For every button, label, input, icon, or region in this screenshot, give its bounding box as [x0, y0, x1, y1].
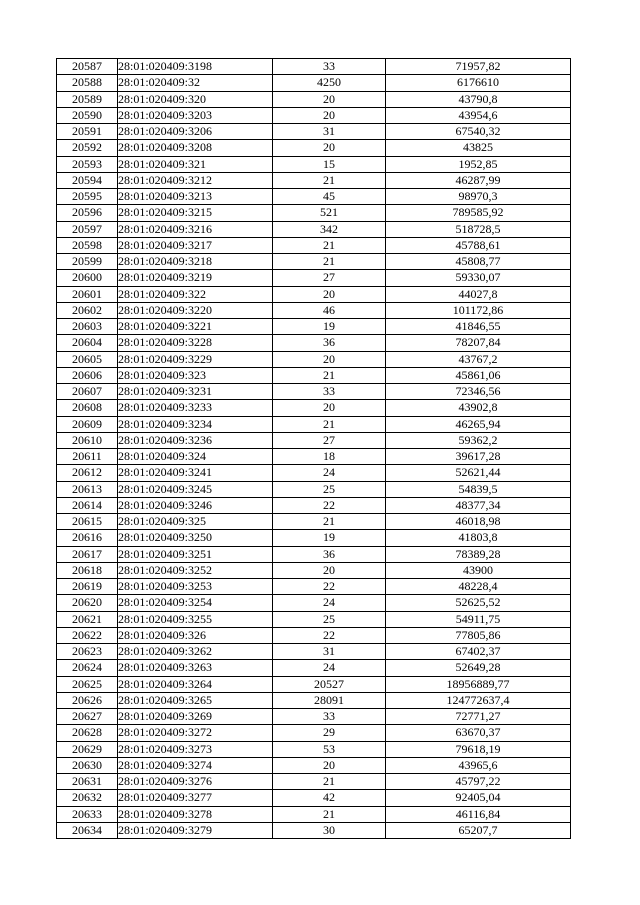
area-cell: 21: [273, 254, 386, 270]
table-row: [57, 335, 571, 351]
area-cell: 21: [273, 514, 386, 530]
table-row: [57, 432, 571, 448]
table-row: [57, 367, 571, 383]
cadastral-number-cell: 28:01:020409:3264: [118, 676, 273, 692]
table-row: [57, 514, 571, 530]
value-cell: 78207,84: [386, 335, 571, 351]
value-cell: 54911,75: [386, 611, 571, 627]
area-cell: 20: [273, 107, 386, 123]
value-cell: 79618,19: [386, 741, 571, 757]
area-cell: 521: [273, 205, 386, 221]
table-row: [57, 124, 571, 140]
row-number-cell: 20632: [57, 790, 118, 806]
area-cell: 46: [273, 302, 386, 318]
cadastral-number-cell: 28:01:020409:3221: [118, 319, 273, 335]
table-row: [57, 59, 571, 75]
table-row: [57, 822, 571, 838]
value-cell: 41803,8: [386, 530, 571, 546]
row-number-cell: 20623: [57, 644, 118, 660]
cadastral-number-cell: 28:01:020409:3255: [118, 611, 273, 627]
cadastral-number-cell: 28:01:020409:3272: [118, 725, 273, 741]
cadastral-number-cell: 28:01:020409:3251: [118, 546, 273, 562]
cadastral-number-cell: 28:01:020409:3269: [118, 709, 273, 725]
table-row: [57, 75, 571, 91]
value-cell: 48377,34: [386, 497, 571, 513]
value-cell: 67540,32: [386, 124, 571, 140]
row-number-cell: 20618: [57, 562, 118, 578]
value-cell: 59362,2: [386, 432, 571, 448]
area-cell: 20527: [273, 676, 386, 692]
area-cell: 4250: [273, 75, 386, 91]
table-row: [57, 237, 571, 253]
table-row: [57, 254, 571, 270]
cadastral-number-cell: 28:01:020409:3233: [118, 400, 273, 416]
value-cell: 67402,37: [386, 644, 571, 660]
table-row: [57, 725, 571, 741]
row-number-cell: 20602: [57, 302, 118, 318]
area-cell: 24: [273, 595, 386, 611]
area-cell: 342: [273, 221, 386, 237]
cadastral-number-cell: 28:01:020409:3218: [118, 254, 273, 270]
value-cell: 45861,06: [386, 367, 571, 383]
row-number-cell: 20619: [57, 579, 118, 595]
cadastral-number-cell: 28:01:020409:3206: [118, 124, 273, 140]
cadastral-number-cell: 28:01:020409:321: [118, 156, 273, 172]
registry-table: [56, 58, 571, 839]
table-row: [57, 449, 571, 465]
cadastral-number-cell: 28:01:020409:3215: [118, 205, 273, 221]
cadastral-number-cell: 28:01:020409:326: [118, 627, 273, 643]
area-cell: 20: [273, 286, 386, 302]
area-cell: 21: [273, 774, 386, 790]
area-cell: 36: [273, 546, 386, 562]
value-cell: 789585,92: [386, 205, 571, 221]
row-number-cell: 20615: [57, 514, 118, 530]
cadastral-number-cell: 28:01:020409:3241: [118, 465, 273, 481]
row-number-cell: 20627: [57, 709, 118, 725]
area-cell: 25: [273, 611, 386, 627]
table-row: [57, 757, 571, 773]
value-cell: 52649,28: [386, 660, 571, 676]
table-row: [57, 790, 571, 806]
cadastral-number-cell: 28:01:020409:3208: [118, 140, 273, 156]
value-cell: 46018,98: [386, 514, 571, 530]
table-row: [57, 481, 571, 497]
row-number-cell: 20630: [57, 757, 118, 773]
table-row: [57, 351, 571, 367]
row-number-cell: 20594: [57, 172, 118, 188]
area-cell: 15: [273, 156, 386, 172]
registry-table-body: [57, 59, 571, 839]
value-cell: 98970,3: [386, 189, 571, 205]
area-cell: 22: [273, 497, 386, 513]
cadastral-number-cell: 28:01:020409:3262: [118, 644, 273, 660]
table-row: [57, 562, 571, 578]
cadastral-number-cell: 28:01:020409:3198: [118, 59, 273, 75]
cadastral-number-cell: 28:01:020409:3228: [118, 335, 273, 351]
cadastral-number-cell: 28:01:020409:320: [118, 91, 273, 107]
area-cell: 24: [273, 660, 386, 676]
row-number-cell: 20624: [57, 660, 118, 676]
row-number-cell: 20597: [57, 221, 118, 237]
value-cell: 45797,22: [386, 774, 571, 790]
area-cell: 21: [273, 806, 386, 822]
value-cell: 101172,86: [386, 302, 571, 318]
value-cell: 92405,04: [386, 790, 571, 806]
area-cell: 33: [273, 709, 386, 725]
area-cell: 20: [273, 757, 386, 773]
value-cell: 43767,2: [386, 351, 571, 367]
cadastral-number-cell: 28:01:020409:3273: [118, 741, 273, 757]
value-cell: 78389,28: [386, 546, 571, 562]
table-row: [57, 172, 571, 188]
cadastral-number-cell: 28:01:020409:3217: [118, 237, 273, 253]
table-row: [57, 806, 571, 822]
cadastral-number-cell: 28:01:020409:3254: [118, 595, 273, 611]
area-cell: 19: [273, 530, 386, 546]
cadastral-number-cell: 28:01:020409:3236: [118, 432, 273, 448]
cadastral-number-cell: 28:01:020409:3229: [118, 351, 273, 367]
value-cell: 72771,27: [386, 709, 571, 725]
cadastral-number-cell: 28:01:020409:3213: [118, 189, 273, 205]
area-cell: 20: [273, 91, 386, 107]
value-cell: 45808,77: [386, 254, 571, 270]
value-cell: 1952,85: [386, 156, 571, 172]
value-cell: 43790,8: [386, 91, 571, 107]
value-cell: 59330,07: [386, 270, 571, 286]
value-cell: 45788,61: [386, 237, 571, 253]
cadastral-number-cell: 28:01:020409:3278: [118, 806, 273, 822]
table-row: [57, 497, 571, 513]
value-cell: 43902,8: [386, 400, 571, 416]
table-row: [57, 741, 571, 757]
value-cell: 43825: [386, 140, 571, 156]
area-cell: 21: [273, 237, 386, 253]
table-row: [57, 400, 571, 416]
area-cell: 22: [273, 627, 386, 643]
row-number-cell: 20631: [57, 774, 118, 790]
table-row: [57, 530, 571, 546]
value-cell: 71957,82: [386, 59, 571, 75]
table-row: [57, 692, 571, 708]
row-number-cell: 20616: [57, 530, 118, 546]
area-cell: 33: [273, 384, 386, 400]
cadastral-number-cell: 28:01:020409:3265: [118, 692, 273, 708]
cadastral-number-cell: 28:01:020409:3220: [118, 302, 273, 318]
table-row: [57, 595, 571, 611]
area-cell: 33: [273, 59, 386, 75]
row-number-cell: 20598: [57, 237, 118, 253]
cadastral-number-cell: 28:01:020409:3245: [118, 481, 273, 497]
value-cell: 41846,55: [386, 319, 571, 335]
value-cell: 43965,6: [386, 757, 571, 773]
cadastral-number-cell: 28:01:020409:323: [118, 367, 273, 383]
value-cell: 63670,37: [386, 725, 571, 741]
row-number-cell: 20589: [57, 91, 118, 107]
table-row: [57, 611, 571, 627]
cadastral-number-cell: 28:01:020409:3246: [118, 497, 273, 513]
row-number-cell: 20591: [57, 124, 118, 140]
cadastral-number-cell: 28:01:020409:3219: [118, 270, 273, 286]
value-cell: 124772637,4: [386, 692, 571, 708]
row-number-cell: 20614: [57, 497, 118, 513]
value-cell: 43900: [386, 562, 571, 578]
area-cell: 21: [273, 416, 386, 432]
cadastral-number-cell: 28:01:020409:3212: [118, 172, 273, 188]
area-cell: 19: [273, 319, 386, 335]
row-number-cell: 20603: [57, 319, 118, 335]
cadastral-number-cell: 28:01:020409:325: [118, 514, 273, 530]
row-number-cell: 20606: [57, 367, 118, 383]
row-number-cell: 20611: [57, 449, 118, 465]
area-cell: 20: [273, 400, 386, 416]
area-cell: 30: [273, 822, 386, 838]
cadastral-number-cell: 28:01:020409:3216: [118, 221, 273, 237]
table-row: [57, 302, 571, 318]
value-cell: 46265,94: [386, 416, 571, 432]
row-number-cell: 20601: [57, 286, 118, 302]
table-row: [57, 416, 571, 432]
cadastral-number-cell: 28:01:020409:3279: [118, 822, 273, 838]
value-cell: 18956889,77: [386, 676, 571, 692]
cadastral-number-cell: 28:01:020409:3234: [118, 416, 273, 432]
area-cell: 18: [273, 449, 386, 465]
area-cell: 29: [273, 725, 386, 741]
row-number-cell: 20634: [57, 822, 118, 838]
area-cell: 31: [273, 644, 386, 660]
table-row: [57, 676, 571, 692]
cadastral-number-cell: 28:01:020409:3274: [118, 757, 273, 773]
area-cell: 53: [273, 741, 386, 757]
value-cell: 39617,28: [386, 449, 571, 465]
row-number-cell: 20607: [57, 384, 118, 400]
table-row: [57, 644, 571, 660]
area-cell: 20: [273, 351, 386, 367]
row-number-cell: 20605: [57, 351, 118, 367]
cadastral-number-cell: 28:01:020409:3277: [118, 790, 273, 806]
table-row: [57, 579, 571, 595]
row-number-cell: 20613: [57, 481, 118, 497]
value-cell: 43954,6: [386, 107, 571, 123]
area-cell: 28091: [273, 692, 386, 708]
row-number-cell: 20628: [57, 725, 118, 741]
area-cell: 31: [273, 124, 386, 140]
area-cell: 25: [273, 481, 386, 497]
table-row: [57, 91, 571, 107]
area-cell: 27: [273, 270, 386, 286]
row-number-cell: 20590: [57, 107, 118, 123]
row-number-cell: 20588: [57, 75, 118, 91]
area-cell: 24: [273, 465, 386, 481]
value-cell: 518728,5: [386, 221, 571, 237]
row-number-cell: 20629: [57, 741, 118, 757]
area-cell: 22: [273, 579, 386, 595]
row-number-cell: 20595: [57, 189, 118, 205]
table-row: [57, 627, 571, 643]
table-row: [57, 189, 571, 205]
row-number-cell: 20610: [57, 432, 118, 448]
row-number-cell: 20612: [57, 465, 118, 481]
value-cell: 52621,44: [386, 465, 571, 481]
cadastral-number-cell: 28:01:020409:3253: [118, 579, 273, 595]
table-row: [57, 286, 571, 302]
cadastral-number-cell: 28:01:020409:3231: [118, 384, 273, 400]
table-row: [57, 205, 571, 221]
row-number-cell: 20620: [57, 595, 118, 611]
table-row: [57, 140, 571, 156]
value-cell: 77805,86: [386, 627, 571, 643]
value-cell: 48228,4: [386, 579, 571, 595]
table-row: [57, 546, 571, 562]
table-row: [57, 709, 571, 725]
value-cell: 72346,56: [386, 384, 571, 400]
table-row: [57, 107, 571, 123]
cadastral-number-cell: 28:01:020409:3203: [118, 107, 273, 123]
row-number-cell: 20592: [57, 140, 118, 156]
value-cell: 6176610: [386, 75, 571, 91]
value-cell: 54839,5: [386, 481, 571, 497]
value-cell: 44027,8: [386, 286, 571, 302]
row-number-cell: 20633: [57, 806, 118, 822]
table-row: [57, 270, 571, 286]
cadastral-number-cell: 28:01:020409:322: [118, 286, 273, 302]
table-row: [57, 319, 571, 335]
cadastral-number-cell: 28:01:020409:32: [118, 75, 273, 91]
row-number-cell: 20626: [57, 692, 118, 708]
value-cell: 46116,84: [386, 806, 571, 822]
table-row: [57, 156, 571, 172]
row-number-cell: 20625: [57, 676, 118, 692]
row-number-cell: 20617: [57, 546, 118, 562]
row-number-cell: 20599: [57, 254, 118, 270]
row-number-cell: 20621: [57, 611, 118, 627]
area-cell: 27: [273, 432, 386, 448]
row-number-cell: 20608: [57, 400, 118, 416]
table-row: [57, 384, 571, 400]
table-row: [57, 660, 571, 676]
row-number-cell: 20622: [57, 627, 118, 643]
area-cell: 36: [273, 335, 386, 351]
row-number-cell: 20604: [57, 335, 118, 351]
table-row: [57, 465, 571, 481]
row-number-cell: 20609: [57, 416, 118, 432]
value-cell: 65207,7: [386, 822, 571, 838]
cadastral-number-cell: 28:01:020409:324: [118, 449, 273, 465]
row-number-cell: 20600: [57, 270, 118, 286]
table-row: [57, 774, 571, 790]
area-cell: 21: [273, 367, 386, 383]
table-row: [57, 221, 571, 237]
row-number-cell: 20587: [57, 59, 118, 75]
cadastral-number-cell: 28:01:020409:3263: [118, 660, 273, 676]
area-cell: 45: [273, 189, 386, 205]
area-cell: 20: [273, 140, 386, 156]
cadastral-number-cell: 28:01:020409:3276: [118, 774, 273, 790]
cadastral-number-cell: 28:01:020409:3252: [118, 562, 273, 578]
area-cell: 21: [273, 172, 386, 188]
cadastral-number-cell: 28:01:020409:3250: [118, 530, 273, 546]
area-cell: 42: [273, 790, 386, 806]
value-cell: 46287,99: [386, 172, 571, 188]
row-number-cell: 20593: [57, 156, 118, 172]
area-cell: 20: [273, 562, 386, 578]
value-cell: 52625,52: [386, 595, 571, 611]
row-number-cell: 20596: [57, 205, 118, 221]
